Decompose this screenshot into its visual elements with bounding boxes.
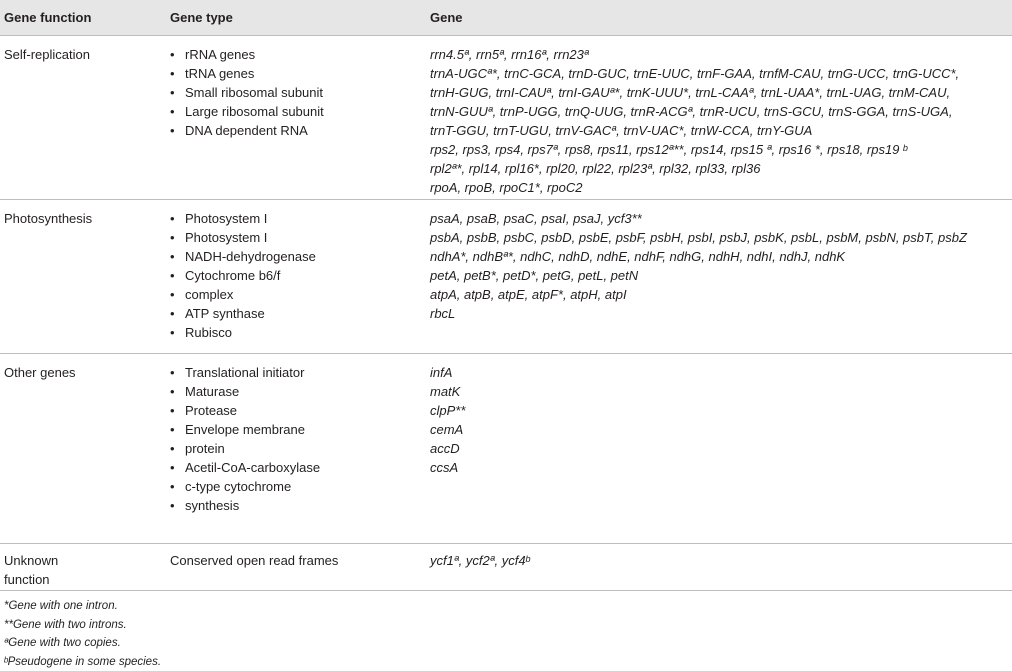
table-row [0,544,1012,591]
gene-type-cell [155,36,426,200]
gene-line: ccsA [430,458,1012,477]
list-item: • DNA dependent RNA [170,121,426,140]
list-item: • Maturase [170,382,426,401]
gene-line: trnT-GGU, trnT-UGU, trnV-GACª, trnV-UAC*, trnW-CCA, trnY-GUA [430,121,1012,140]
table-row [0,36,1012,200]
gene-line: trnN-GUUª, trnP-UGG, trnQ-UUG, trnR-ACGª, trnR-UCU, trnS-GCU, trnS-GGA, trnS-UGA, [430,102,1012,121]
list-item: • Protease [170,401,426,420]
list-item: • Small ribosomal subunit [170,83,426,102]
header-gene-function: Gene function [0,0,155,36]
gene-line: ycf1ª, ycf2ª, ycf4ᵇ [430,551,1012,570]
footnote: *Gene with one intron. [4,597,1012,616]
list-item: • ATP synthase [170,304,426,323]
list-item: • Large ribosomal subunit [170,102,426,121]
list-item: • Photosystem I [170,228,426,247]
list-item: • Photosystem I [170,209,426,228]
gene-line: atpA, atpB, atpE, atpF*, atpH, atpI [430,285,1012,304]
gene-function-cell [0,544,155,591]
gene-list-cell [426,36,1012,200]
gene-type-cell [155,544,426,591]
gene-line: rrn4.5ª, rrn5ª, rrn16ª, rrn23ª [430,45,1012,64]
gene-function-cell: Photosynthesis [0,200,155,354]
gene-type-text: Conserved open read frames [170,551,426,570]
gene-line: matK [430,382,1012,401]
gene-line: ndhA*, ndhBª*, ndhC, ndhD, ndhE, ndhF, ndhG, ndhH, ndhI, ndhJ, ndhK [430,247,1012,266]
gene-type-cell [155,200,426,354]
footnote: **Gene with two introns. [4,616,1012,635]
header-row [0,0,1012,36]
gene-line: cemA [430,420,1012,439]
gene-line: petA, petB*, petD*, petG, petL, petN [430,266,1012,285]
gene-line: accD [430,439,1012,458]
header-gene: Gene [426,0,1012,36]
list-item: • complex [170,285,426,304]
list-item: • c-type cytochrome [170,477,426,496]
gene-line: rbcL [430,304,1012,323]
footnote: ªGene with two copies. [4,634,1012,653]
list-item: • NADH-dehydrogenase [170,247,426,266]
table-row [0,354,1012,544]
gene-function-cell: Self-replication [0,36,155,200]
gene-line: trnA-UGCª*, trnC-GCA, trnD-GUC, trnE-UUC, trnF-GAA, trnfM-CAU, trnG-UCC, trnG-UCC*, [430,64,1012,83]
table-footnotes [0,591,1012,671]
gene-line: infA [430,363,1012,382]
list-item: • Envelope membrane [170,420,426,439]
gene-line: trnH-GUG, trnI-CAUª, trnI-GAUª*, trnK-UUU*, trnL-CAAª, trnL-UAA*, trnL-UAG, trnM-CAU, [430,83,1012,102]
list-item: • tRNA genes [170,64,426,83]
gene-line: clpP** [430,401,1012,420]
gene-list-cell [426,200,1012,354]
gene-line: rps2, rps3, rps4, rps7ª, rps8, rps11, rps12ª**, rps14, rps15 ª, rps16 *, rps18, rps19 ᵇ [430,140,1012,159]
gene-function-line: Unknown [4,551,155,570]
gene-function-cell: Other genes [0,354,155,544]
gene-line: psbA, psbB, psbC, psbD, psbE, psbF, psbH, psbI, psbJ, psbK, psbL, psbM, psbN, psbT, psbZ [430,228,1012,247]
list-item: • rRNA genes [170,45,426,64]
header-gene-type: Gene type [155,0,426,36]
gene-list-cell [426,354,1012,544]
gene-list-cell [426,544,1012,591]
list-item: • Rubisco [170,323,426,342]
table-row [0,200,1012,354]
gene-line: psaA, psaB, psaC, psaI, psaJ, ycf3** [430,209,1012,228]
list-item: • Translational initiator [170,363,426,382]
list-item: • Cytochrome b6/f [170,266,426,285]
gene-line: rpoA, rpoB, rpoC1*, rpoC2 [430,178,1012,197]
gene-type-cell [155,354,426,544]
gene-function-line: function [4,570,155,589]
footnote: ᵇPseudogene in some species. [4,653,1012,671]
list-item: • synthesis [170,496,426,515]
list-item: • protein [170,439,426,458]
list-item: • Acetil-CoA-carboxylase [170,458,426,477]
gene-line: rpl2ª*, rpl14, rpl16*, rpl20, rpl22, rpl23ª, rpl32, rpl33, rpl36 [430,159,1012,178]
